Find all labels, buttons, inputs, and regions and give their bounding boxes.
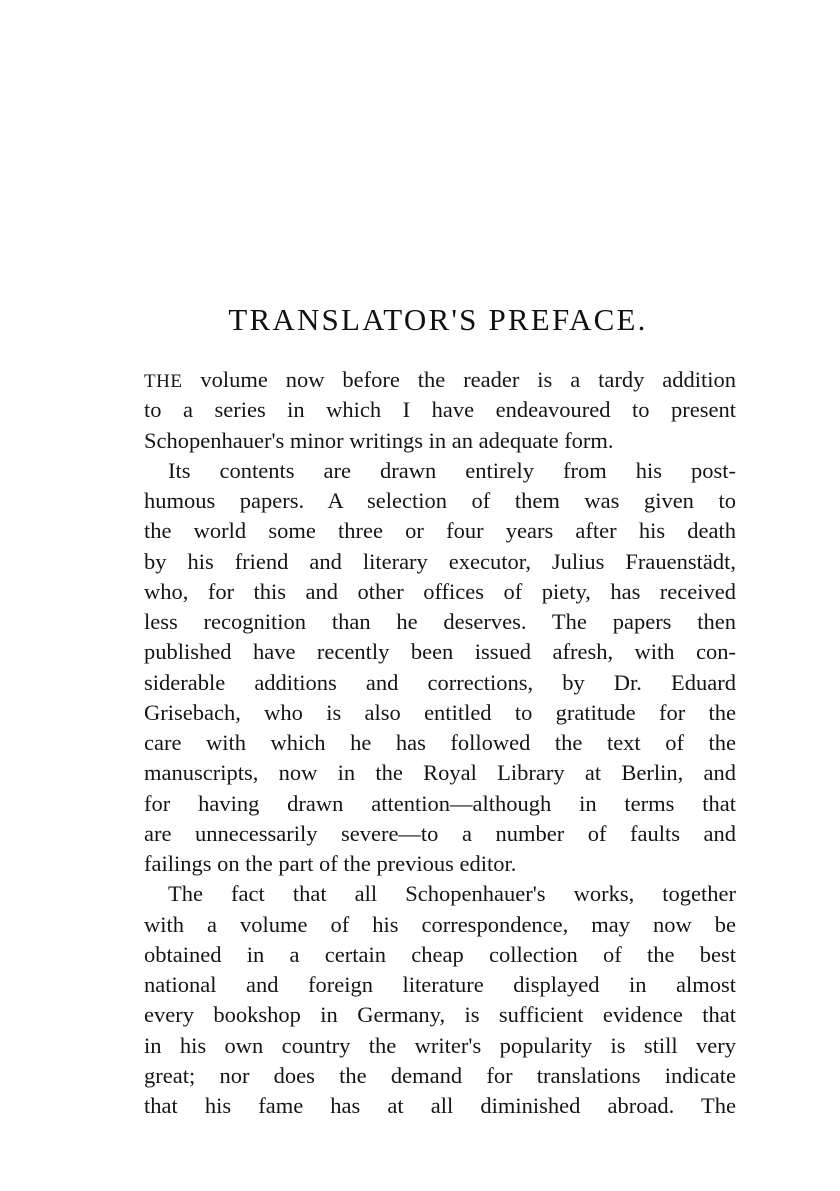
small-caps-lead: THE xyxy=(144,371,183,392)
text-line: manuscripts, now in the Royal Library at Berlin, and xyxy=(144,760,736,786)
text-line: care with which he has followed the text of the xyxy=(144,730,736,755)
text-line: published have recently been issued afresh, with con- xyxy=(144,639,736,665)
text-line: Grisebach, who is also entitled to gratitude for the xyxy=(144,699,736,725)
text-line: great; nor does the demand for translations indicate xyxy=(144,1062,736,1088)
text-line: by his friend and literary executor, Julius Frauenstädt, xyxy=(144,548,736,574)
text-line: less recognition than he deserves. The papers then xyxy=(144,609,736,634)
text-line-content: volume now before the reader is a tardy addition xyxy=(182,367,736,392)
text-line: failings on the part of the previous editor. xyxy=(144,851,517,876)
text-line: national and foreign literature displayed in almost xyxy=(144,972,736,997)
text-line xyxy=(144,365,736,395)
text-line: siderable additions and corrections, by Dr. Eduard xyxy=(144,669,736,695)
text-line: obtained in a certain cheap collection of the best xyxy=(144,941,736,967)
text-line: that his fame has at all diminished abroad. The xyxy=(144,1093,736,1118)
text-line: The fact that all Schopenhauer's works, together xyxy=(168,881,736,907)
page-title: TRANSLATOR'S PREFACE. xyxy=(228,302,648,337)
text-line: Its contents are drawn entirely from his post- xyxy=(168,457,736,483)
text-line: Schopenhauer's minor writings in an adequate form. xyxy=(144,427,614,453)
text-line: for having drawn attention—although in terms that xyxy=(144,790,736,816)
text-line: are unnecessarily severe—to a number of faults and xyxy=(144,820,736,846)
text-line: every bookshop in Germany, is sufficient evidence that xyxy=(144,1002,736,1028)
text-line: humous papers. A selection of them was given to xyxy=(144,488,736,513)
text-line: with a volume of his correspondence, may now be xyxy=(144,911,736,937)
text-line: who, for this and other offices of piety, has received xyxy=(144,578,736,604)
text-line: the world some three or four years after his death xyxy=(144,518,736,544)
body-text xyxy=(144,365,736,1121)
text-line: to a series in which I have endeavoured to present xyxy=(144,397,736,423)
text-line: in his own country the writer's popularity is still very xyxy=(144,1032,736,1058)
